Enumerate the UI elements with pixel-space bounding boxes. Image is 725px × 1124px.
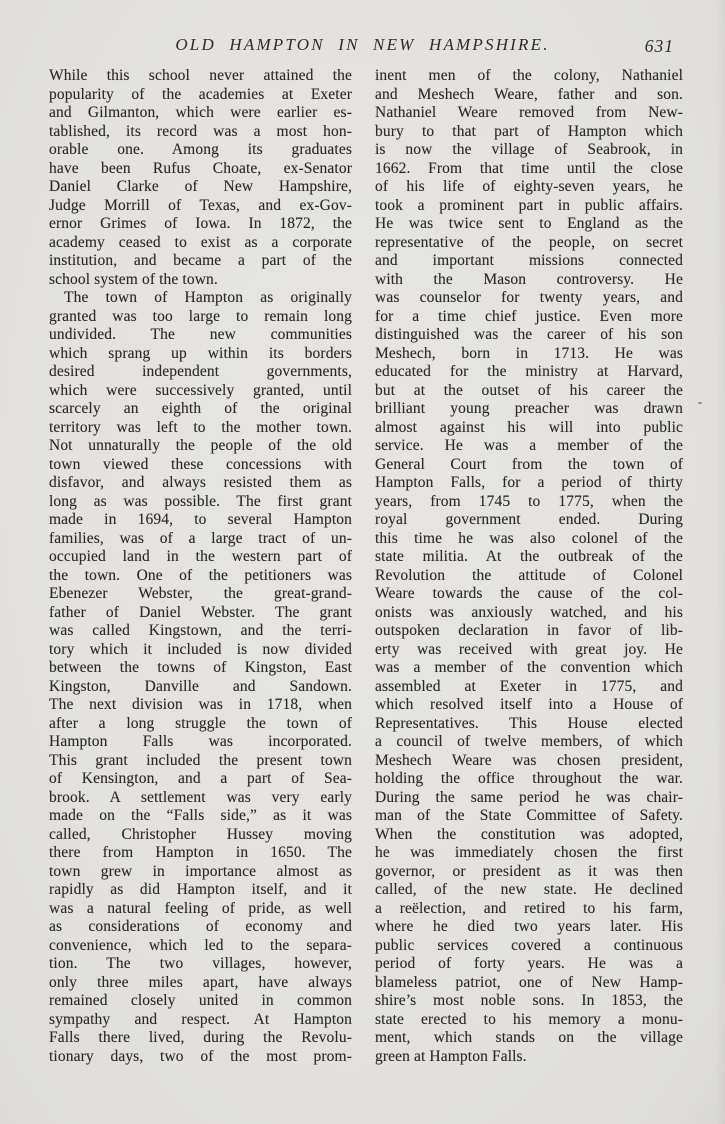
- text-line: distinguished was the career of his son: [375, 326, 683, 343]
- text-line: General Court from the town of: [375, 455, 683, 473]
- text-line: orable one. Among its graduates: [49, 141, 352, 158]
- text-line: Representatives. This House elected: [375, 714, 683, 732]
- text-line: Nathaniel Weare removed from New-: [375, 104, 683, 121]
- text-line: He was twice sent to England as the: [375, 215, 683, 232]
- text-line: While this school never attained the: [49, 67, 352, 84]
- text-line: Kingston, Danville and Sandown.: [49, 677, 352, 695]
- text-line: almost against his will into public: [375, 418, 683, 436]
- left-column: [49, 67, 352, 1066]
- text-line: as considerations of economy and: [49, 918, 352, 935]
- text-line: academy ceased to exist as a corporate: [49, 233, 352, 251]
- text-line: service. He was a member of the: [375, 437, 683, 454]
- text-line: was a natural feeling of pride, as well: [49, 899, 352, 917]
- text-line: remained closely united in common: [49, 992, 352, 1009]
- text-line: and Meshech Weare, father and son.: [375, 85, 683, 103]
- text-line: called, of the new state. He declined: [375, 881, 683, 898]
- text-line: took a prominent part in public affairs.: [375, 196, 683, 214]
- text-line: tion. The two villages, however,: [49, 955, 352, 972]
- text-line: called, Christopher Hussey moving: [49, 825, 352, 843]
- text-line: the town. One of the petitioners was: [49, 566, 352, 584]
- text-line: of Kensington, and a part of Sea-: [49, 770, 352, 787]
- text-line: Meshech Weare was chosen president,: [375, 751, 683, 769]
- text-line: and Gilmanton, which were earlier es-: [49, 104, 352, 121]
- text-line: town viewed these concessions with: [49, 455, 352, 473]
- text-line: granted was too large to remain long: [49, 307, 352, 325]
- text-line: where he died two years later. His: [375, 918, 683, 935]
- text-line: which resolved itself into a House of: [375, 696, 683, 713]
- text-line: scarcely an eighth of the original: [49, 400, 352, 417]
- text-line: brook. A settlement was very early: [49, 788, 352, 806]
- text-line: Judge Morrill of Texas, and ex-Gov-: [49, 196, 352, 214]
- page-number: 631: [644, 36, 674, 56]
- text-line: governor, or president as it was then: [375, 862, 683, 880]
- text-line: have been Rufus Choate, ex-Senator: [49, 159, 352, 177]
- text-line: bury to that part of Hampton which: [375, 122, 683, 140]
- text-line: representative of the people, on secret: [375, 233, 683, 251]
- text-line: blameless patriot, one of New Hamp-: [375, 973, 683, 991]
- text-line: The next division was in 1718, when: [49, 696, 352, 713]
- right-column: [375, 67, 683, 1066]
- text-line: This grant included the present town: [49, 751, 352, 769]
- text-line: which sprang up within its borders: [49, 344, 352, 362]
- text-line: he was immediately chosen the first: [375, 844, 683, 861]
- text-line: During the same period he was chair-: [375, 788, 683, 806]
- text-line: which were successively granted, until: [49, 381, 352, 399]
- text-line: school system of the town.: [49, 270, 218, 288]
- text-line: years, from 1745 to 1775, when the: [375, 492, 683, 510]
- text-line: was a member of the convention which: [375, 659, 683, 676]
- text-line: this time he was also colonel of the: [375, 529, 683, 547]
- text-line: was called Kingstown, and the terri-: [49, 622, 352, 639]
- text-line: of his life of eighty-seven years, he: [375, 178, 683, 195]
- text-line: holding the office throughout the war.: [375, 770, 683, 787]
- text-line: assembled at Exeter in 1775, and: [375, 677, 683, 695]
- text-line: sympathy and respect. At Hampton: [49, 1010, 352, 1028]
- text-line: popularity of the academies at Exeter: [49, 85, 352, 103]
- text-line: state militia. At the outbreak of the: [375, 548, 683, 565]
- text-line: shire’s most noble sons. In 1853, the: [375, 992, 683, 1009]
- page-title: OLD HAMPTON IN NEW HAMPSHIRE.: [175, 35, 550, 54]
- text-line: Not unnaturally the people of the old: [49, 437, 352, 454]
- text-line: after a long struggle the town of: [49, 714, 352, 732]
- text-line: onists was anxiously watched, and his: [375, 603, 683, 621]
- text-line: is now the village of Seabrook, in: [375, 141, 683, 158]
- text-line: convenience, which led to the separa-: [49, 936, 352, 954]
- text-line: only three miles apart, have always: [49, 973, 352, 991]
- text-line: long as was possible. The first grant: [49, 492, 352, 510]
- text-line: tory which it included is now divided: [49, 640, 352, 658]
- text-line: ernor Grimes of Iowa. In 1872, the: [49, 215, 352, 232]
- text-line: town grew in importance almost as: [49, 862, 352, 880]
- text-line: brilliant young preacher was drawn: [375, 400, 683, 417]
- text-line: tionary days, two of the most prom-: [49, 1047, 352, 1065]
- text-line: educated for the ministry at Harvard,: [375, 363, 683, 380]
- text-line: period of forty years. He was a: [375, 955, 683, 972]
- text-line: inent men of the colony, Nathaniel: [375, 67, 683, 84]
- text-line: Meshech, born in 1713. He was: [375, 344, 683, 362]
- text-line: state erected to his memory a monu-: [375, 1010, 683, 1028]
- text-line: ment, which stands on the village: [375, 1029, 683, 1046]
- text-line: Hampton Falls was incorporated.: [49, 733, 352, 750]
- text-line: for a time chief justice. Even more: [375, 307, 683, 325]
- text-line: disfavor, and always resisted them as: [49, 474, 352, 491]
- scan-artifact-speck: [698, 402, 702, 404]
- page-edge-shadow: [715, 0, 725, 1124]
- running-head: [0, 35, 725, 57]
- text-line: desired independent governments,: [49, 363, 352, 380]
- text-line: but at the outset of his career the: [375, 381, 683, 399]
- text-line: father of Daniel Webster. The grant: [49, 603, 352, 621]
- text-line: undivided. The new communities: [49, 326, 352, 343]
- text-line: territory was left to the mother town.: [49, 418, 352, 436]
- text-line: and important missions connected: [375, 252, 683, 269]
- text-line: royal government ended. During: [375, 511, 683, 528]
- text-line: tablished, its record was a most hon-: [49, 122, 352, 140]
- text-line: families, was of a large tract of un-: [49, 529, 352, 547]
- text-line: institution, and became a part of the: [49, 252, 352, 269]
- text-line: Daniel Clarke of New Hampshire,: [49, 178, 352, 195]
- text-line: made on the “Falls side,” as it was: [49, 807, 352, 824]
- text-line: erty was received with great joy. He: [375, 640, 683, 658]
- text-columns: [49, 67, 683, 1066]
- text-line: Revolution the attitude of Colonel: [375, 566, 683, 584]
- text-line: Weare towards the cause of the col-: [375, 585, 683, 602]
- text-line: When the constitution was adopted,: [375, 825, 683, 843]
- text-line: 1662. From that time until the close: [375, 159, 683, 177]
- text-line: outspoken declaration in favor of lib-: [375, 622, 683, 639]
- text-line: was counselor for twenty years, and: [375, 289, 683, 306]
- text-line: public services covered a continuous: [375, 936, 683, 954]
- text-line: a reëlection, and retired to his farm,: [375, 899, 683, 917]
- text-line: green at Hampton Falls.: [375, 1047, 527, 1065]
- text-line: The town of Hampton as originally: [64, 289, 352, 306]
- text-line: rapidly as did Hampton itself, and it: [49, 881, 352, 898]
- text-line: Hampton Falls, for a period of thirty: [375, 474, 683, 491]
- text-line: between the towns of Kingston, East: [49, 659, 352, 676]
- text-line: occupied land in the western part of: [49, 548, 352, 565]
- text-line: there from Hampton in 1650. The: [49, 844, 352, 861]
- text-line: a council of twelve members, of which: [375, 733, 683, 750]
- text-line: Falls there lived, during the Revolu-: [49, 1029, 352, 1046]
- text-line: man of the State Committee of Safety.: [375, 807, 683, 824]
- text-line: with the Mason controversy. He: [375, 270, 683, 288]
- text-line: made in 1694, to several Hampton: [49, 511, 352, 528]
- text-line: Ebenezer Webster, the great-grand-: [49, 585, 352, 602]
